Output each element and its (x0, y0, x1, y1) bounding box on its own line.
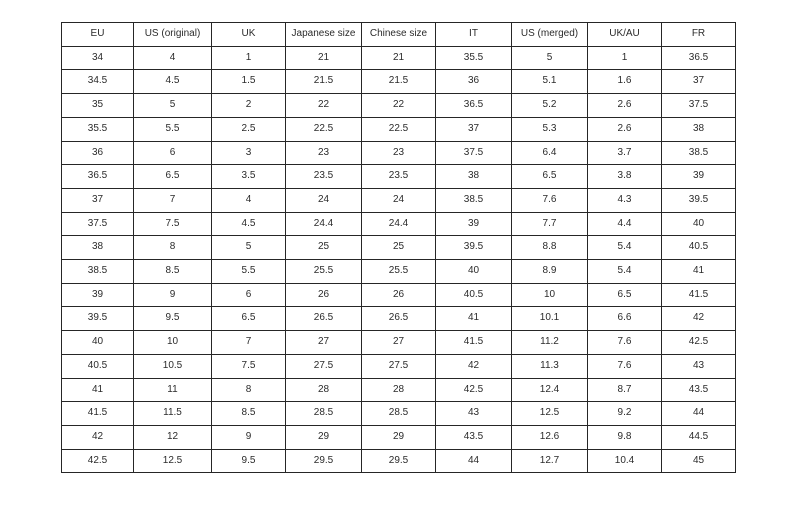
table-cell: 40 (62, 331, 134, 355)
table-cell: 23.5 (286, 165, 362, 189)
table-cell: 35.5 (436, 46, 512, 70)
table-cell: 3 (212, 141, 286, 165)
table-cell: 27.5 (286, 354, 362, 378)
table-cell: 27 (362, 331, 436, 355)
table-cell: 36.5 (62, 165, 134, 189)
table-cell: 37 (436, 117, 512, 141)
table-cell: 24 (362, 188, 436, 212)
table-cell: 22 (362, 94, 436, 118)
header-cell: FR (662, 23, 736, 47)
table-cell: 28 (286, 378, 362, 402)
table-cell: 12.4 (512, 378, 588, 402)
table-cell: 41.5 (662, 283, 736, 307)
table-cell: 6.6 (588, 307, 662, 331)
header-cell: UK (212, 23, 286, 47)
table-cell: 11.3 (512, 354, 588, 378)
table-cell: 26 (362, 283, 436, 307)
table-row (62, 236, 736, 260)
size-conversion-table (61, 22, 736, 473)
table-cell: 10 (512, 283, 588, 307)
table-row (62, 117, 736, 141)
table-cell: 40.5 (62, 354, 134, 378)
table-cell: 1 (588, 46, 662, 70)
table-cell: 42.5 (62, 449, 134, 473)
table-cell: 38.5 (62, 260, 134, 284)
table-cell: 28.5 (286, 402, 362, 426)
table-cell: 8 (212, 378, 286, 402)
table-row (62, 425, 736, 449)
table-cell: 6.4 (512, 141, 588, 165)
table-cell: 4.3 (588, 188, 662, 212)
table-row (62, 165, 736, 189)
table-cell: 27 (286, 331, 362, 355)
table-cell: 10.5 (134, 354, 212, 378)
table-cell: 7.5 (134, 212, 212, 236)
table-cell: 36.5 (662, 46, 736, 70)
table-cell: 39 (62, 283, 134, 307)
table-cell: 39.5 (436, 236, 512, 260)
table-cell: 43.5 (436, 425, 512, 449)
table-cell: 41 (436, 307, 512, 331)
table-cell: 9.5 (134, 307, 212, 331)
table-row (62, 70, 736, 94)
table-cell: 2.5 (212, 117, 286, 141)
table-cell: 7.6 (588, 354, 662, 378)
table-cell: 3.5 (212, 165, 286, 189)
table-cell: 4.5 (212, 212, 286, 236)
table-cell: 35 (62, 94, 134, 118)
table-cell: 5.1 (512, 70, 588, 94)
table-cell: 42.5 (662, 331, 736, 355)
table-cell: 42 (662, 307, 736, 331)
table-cell: 3.7 (588, 141, 662, 165)
table-cell: 12.7 (512, 449, 588, 473)
table-cell: 5.4 (588, 260, 662, 284)
table-cell: 12.5 (134, 449, 212, 473)
table-cell: 5 (134, 94, 212, 118)
table-cell: 2 (212, 94, 286, 118)
table-cell: 26 (286, 283, 362, 307)
table-cell: 24.4 (362, 212, 436, 236)
table-cell: 2.6 (588, 94, 662, 118)
table-cell: 22.5 (286, 117, 362, 141)
table-cell: 40.5 (436, 283, 512, 307)
table-cell: 5.5 (134, 117, 212, 141)
table-cell: 39.5 (662, 188, 736, 212)
table-cell: 4 (212, 188, 286, 212)
table-cell: 9 (212, 425, 286, 449)
table-row (62, 46, 736, 70)
table-row (62, 141, 736, 165)
table-cell: 41.5 (62, 402, 134, 426)
table-cell: 25 (286, 236, 362, 260)
table-cell: 34.5 (62, 70, 134, 94)
table-cell: 21.5 (286, 70, 362, 94)
table-cell: 8 (134, 236, 212, 260)
table-cell: 28 (362, 378, 436, 402)
table-cell: 23 (286, 141, 362, 165)
table-cell: 12 (134, 425, 212, 449)
header-cell: UK/AU (588, 23, 662, 47)
table-row (62, 212, 736, 236)
table-cell: 27.5 (362, 354, 436, 378)
table-cell: 8.5 (134, 260, 212, 284)
table-row (62, 260, 736, 284)
table-row (62, 402, 736, 426)
table-cell: 4.4 (588, 212, 662, 236)
table-cell: 25.5 (286, 260, 362, 284)
table-cell: 34 (62, 46, 134, 70)
table-row (62, 94, 736, 118)
header-row (62, 23, 736, 47)
table-cell: 35.5 (62, 117, 134, 141)
table-head (62, 23, 736, 47)
table-cell: 39.5 (62, 307, 134, 331)
table-row (62, 331, 736, 355)
table-cell: 37 (662, 70, 736, 94)
table-cell: 5.5 (212, 260, 286, 284)
table-cell: 4 (134, 46, 212, 70)
table-cell: 38.5 (662, 141, 736, 165)
table-cell: 43 (436, 402, 512, 426)
table-cell: 37.5 (662, 94, 736, 118)
header-cell: US (original) (134, 23, 212, 47)
table-cell: 22.5 (362, 117, 436, 141)
table-cell: 10 (134, 331, 212, 355)
table-body (62, 46, 736, 473)
table-cell: 10.4 (588, 449, 662, 473)
table-cell: 38 (62, 236, 134, 260)
table-cell: 42 (436, 354, 512, 378)
table-cell: 7.6 (512, 188, 588, 212)
table-cell: 42 (62, 425, 134, 449)
table-cell: 1 (212, 46, 286, 70)
header-cell: IT (436, 23, 512, 47)
table-cell: 7 (212, 331, 286, 355)
table-cell: 44.5 (662, 425, 736, 449)
table-cell: 40.5 (662, 236, 736, 260)
table-cell: 43 (662, 354, 736, 378)
table-cell: 3.8 (588, 165, 662, 189)
table-cell: 5 (212, 236, 286, 260)
table-cell: 5.4 (588, 236, 662, 260)
table-cell: 1.5 (212, 70, 286, 94)
table-cell: 9.5 (212, 449, 286, 473)
table-cell: 6.5 (212, 307, 286, 331)
table-cell: 7.6 (588, 331, 662, 355)
table-cell: 12.6 (512, 425, 588, 449)
table-cell: 6.5 (588, 283, 662, 307)
table-cell: 26.5 (286, 307, 362, 331)
table-cell: 8.7 (588, 378, 662, 402)
table-cell: 29 (286, 425, 362, 449)
table-cell: 9.8 (588, 425, 662, 449)
table-cell: 37.5 (62, 212, 134, 236)
table-cell: 36.5 (436, 94, 512, 118)
table-cell: 38.5 (436, 188, 512, 212)
table-cell: 38 (662, 117, 736, 141)
table-row (62, 354, 736, 378)
table-cell: 40 (436, 260, 512, 284)
table-cell: 28.5 (362, 402, 436, 426)
table-cell: 29.5 (286, 449, 362, 473)
table-cell: 26.5 (362, 307, 436, 331)
header-cell: US (merged) (512, 23, 588, 47)
table-cell: 2.6 (588, 117, 662, 141)
table-cell: 43.5 (662, 378, 736, 402)
table-cell: 41 (62, 378, 134, 402)
table-cell: 21.5 (362, 70, 436, 94)
table-cell: 23 (362, 141, 436, 165)
table-cell: 5 (512, 46, 588, 70)
table-cell: 24.4 (286, 212, 362, 236)
table-row (62, 188, 736, 212)
table-cell: 25 (362, 236, 436, 260)
table-cell: 6.5 (134, 165, 212, 189)
table-cell: 11 (134, 378, 212, 402)
table-cell: 8.5 (212, 402, 286, 426)
table-cell: 37 (62, 188, 134, 212)
table-cell: 29 (362, 425, 436, 449)
table-cell: 25.5 (362, 260, 436, 284)
table-cell: 9 (134, 283, 212, 307)
table-row (62, 307, 736, 331)
table-cell: 5.2 (512, 94, 588, 118)
table-row (62, 283, 736, 307)
table-cell: 6.5 (512, 165, 588, 189)
table-cell: 8.9 (512, 260, 588, 284)
table-cell: 23.5 (362, 165, 436, 189)
table-cell: 7.5 (212, 354, 286, 378)
table-cell: 39 (662, 165, 736, 189)
table-cell: 41.5 (436, 331, 512, 355)
table-cell: 12.5 (512, 402, 588, 426)
table-cell: 44 (662, 402, 736, 426)
table-cell: 36 (436, 70, 512, 94)
table-cell: 21 (286, 46, 362, 70)
table-cell: 37.5 (436, 141, 512, 165)
table-cell: 44 (436, 449, 512, 473)
table-cell: 21 (362, 46, 436, 70)
table-cell: 45 (662, 449, 736, 473)
table-cell: 11.2 (512, 331, 588, 355)
header-cell: Chinese size (362, 23, 436, 47)
table-cell: 29.5 (362, 449, 436, 473)
table-cell: 38 (436, 165, 512, 189)
table-cell: 6 (134, 141, 212, 165)
table-cell: 4.5 (134, 70, 212, 94)
table-cell: 5.3 (512, 117, 588, 141)
header-cell: Japanese size (286, 23, 362, 47)
table-cell: 36 (62, 141, 134, 165)
table-cell: 9.2 (588, 402, 662, 426)
table-cell: 6 (212, 283, 286, 307)
table-cell: 22 (286, 94, 362, 118)
table-cell: 42.5 (436, 378, 512, 402)
table-cell: 41 (662, 260, 736, 284)
table-cell: 8.8 (512, 236, 588, 260)
table-cell: 40 (662, 212, 736, 236)
table-row (62, 378, 736, 402)
table-cell: 7 (134, 188, 212, 212)
table-cell: 39 (436, 212, 512, 236)
table-row (62, 449, 736, 473)
table-cell: 11.5 (134, 402, 212, 426)
header-cell: EU (62, 23, 134, 47)
table-cell: 7.7 (512, 212, 588, 236)
table-cell: 24 (286, 188, 362, 212)
table-cell: 1.6 (588, 70, 662, 94)
table-cell: 10.1 (512, 307, 588, 331)
